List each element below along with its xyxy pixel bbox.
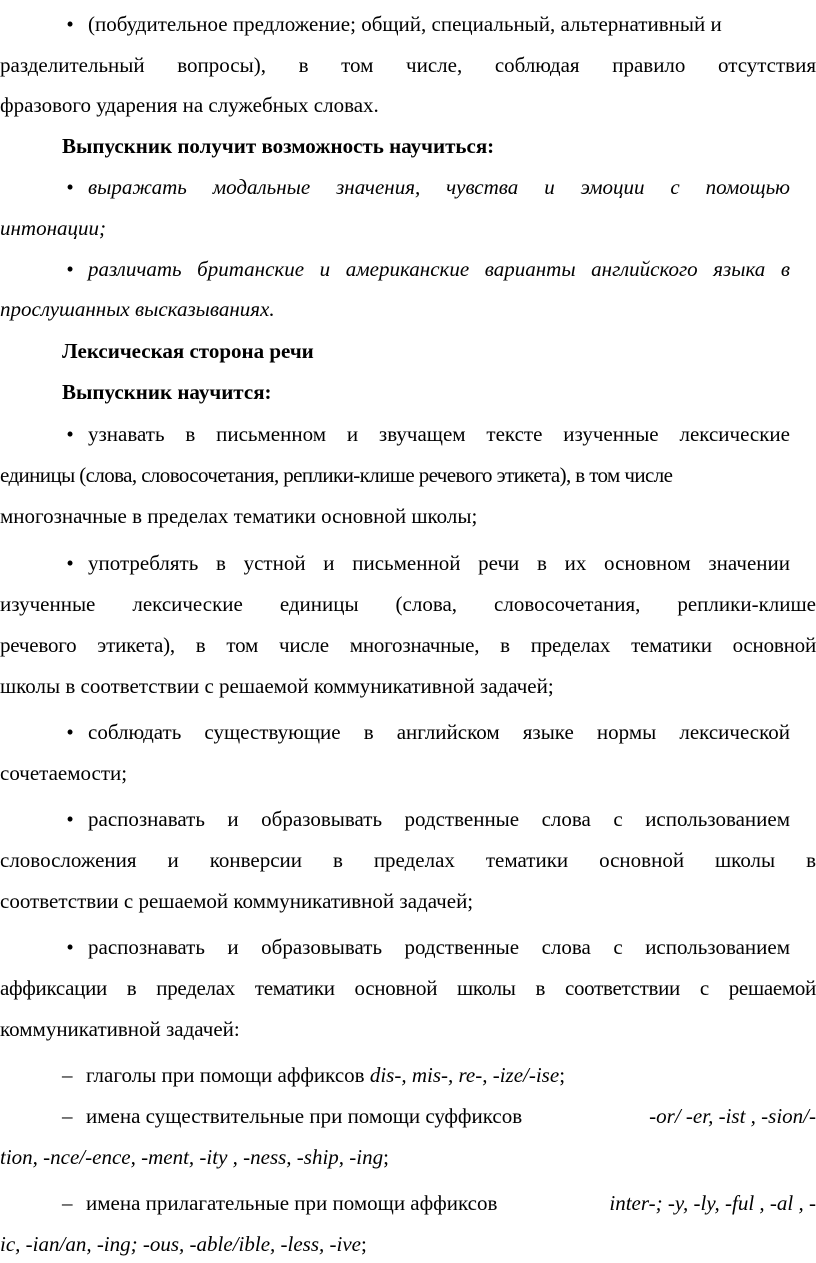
list-item [62,549,816,577]
dash-icon: – [62,1063,73,1087]
list-item [62,805,816,833]
text-line: употреблять в устной и письменной речи в их основном значении [88,551,790,575]
text-line-justified [0,846,816,874]
text-line: распознавать и образовывать родственные слова с использованием [88,807,790,831]
text-line [0,1143,816,1171]
dash-list-item [62,1061,816,1089]
text-line-justified [0,631,816,659]
affix-intro: имена прилагательные при помощи аффиксов [86,1191,498,1215]
bullet-icon: • [66,422,74,446]
text-line: единицы (слова, словосочетания, реплики-клише речевого этикета), в том числе [0,463,673,487]
text-line-justified [0,51,816,79]
affix-intro: имена существительные при помощи суффиксов [86,1104,523,1128]
affix-end: ; [361,1232,367,1256]
section-heading: Выпускник получит возможность научиться: [62,134,495,158]
text-line-justified [0,590,816,618]
bullet-icon: • [66,807,74,831]
text-line: многозначные в пределах тематики основной школы; [0,504,478,528]
list-item [62,173,816,201]
text-line: изученные лексические единицы (слова, словосочетания, реплики-клише [0,592,816,616]
text-line: соблюдать существующие в английском языке нормы лексической [88,720,790,744]
list-item [62,420,816,448]
bullet-icon: • [66,720,74,744]
text-line: школы в соответствии с решаемой коммуникативной задачей; [0,674,554,698]
affix-list: inter-; -y, -ly, -ful , -al , - [609,1191,816,1215]
affix-intro: глаголы при помощи аффиксов [86,1063,370,1087]
bullet-icon: • [66,12,74,36]
affix-end: ; [383,1145,389,1169]
list-item [62,933,816,961]
bullet-icon: • [66,175,74,199]
text-line: интонации; [0,216,106,240]
affix-list: -or/ -er, -ist , -sion/- [649,1104,816,1128]
text-line: аффиксации в пределах тематики основной школы в соответствии с решаемой [0,976,816,1000]
text-line: речевого этикета), в том числе многозначные, в пределах тематики основной [0,633,816,657]
dash-list-item [62,1189,816,1217]
section-heading: Лексическая сторона речи [62,339,314,363]
affix-list: dis-, mis-, re-, -ize/-ise [369,1063,560,1087]
affix-list: ic, -ian/an, -ing; -ous, -able/ible, -less, -ive [0,1232,361,1256]
text-line: соответствии с решаемой коммуникативной задачей; [0,889,474,913]
text-line: словосложения и конверсии в пределах тематики основной школы в [0,848,816,872]
dash-icon: – [62,1191,73,1215]
text-line: узнавать в письменном и звучащем тексте изученные лексические [88,422,790,446]
bullet-icon: • [66,257,74,281]
text-line: фразового ударения на служебных словах. [0,93,379,117]
bullet-icon: • [66,551,74,575]
dash-icon: – [62,1104,73,1128]
text-line: различать британские и американские варианты английского языка в [88,257,790,281]
text-line: (побудительное предложение; общий, специальный, альтернативный и [88,12,722,36]
list-item [62,255,816,283]
text-line: коммуникативной задачей: [0,1017,240,1041]
text-line: разделительный вопросы), в том числе, соблюдая правило отсутствия [0,53,816,77]
text-line: выражать модальные значения, чувства и эмоции с помощью [88,175,790,199]
bullet-icon: • [66,935,74,959]
affix-end: ; [559,1063,566,1087]
section-heading: Выпускник научится: [62,380,272,404]
text-line: прослушанных высказываниях. [0,297,275,321]
text-line: сочетаемости; [0,761,128,785]
dash-list-item [62,1102,816,1130]
affix-list: tion, -nce/-ence, -ment, -ity , -ness, -ship, -ing [0,1145,384,1169]
list-item [62,10,816,38]
list-item [62,718,816,746]
text-line [0,1230,816,1258]
text-line: распознавать и образовывать родственные слова с использованием [88,935,790,959]
text-line-justified [0,974,816,1002]
